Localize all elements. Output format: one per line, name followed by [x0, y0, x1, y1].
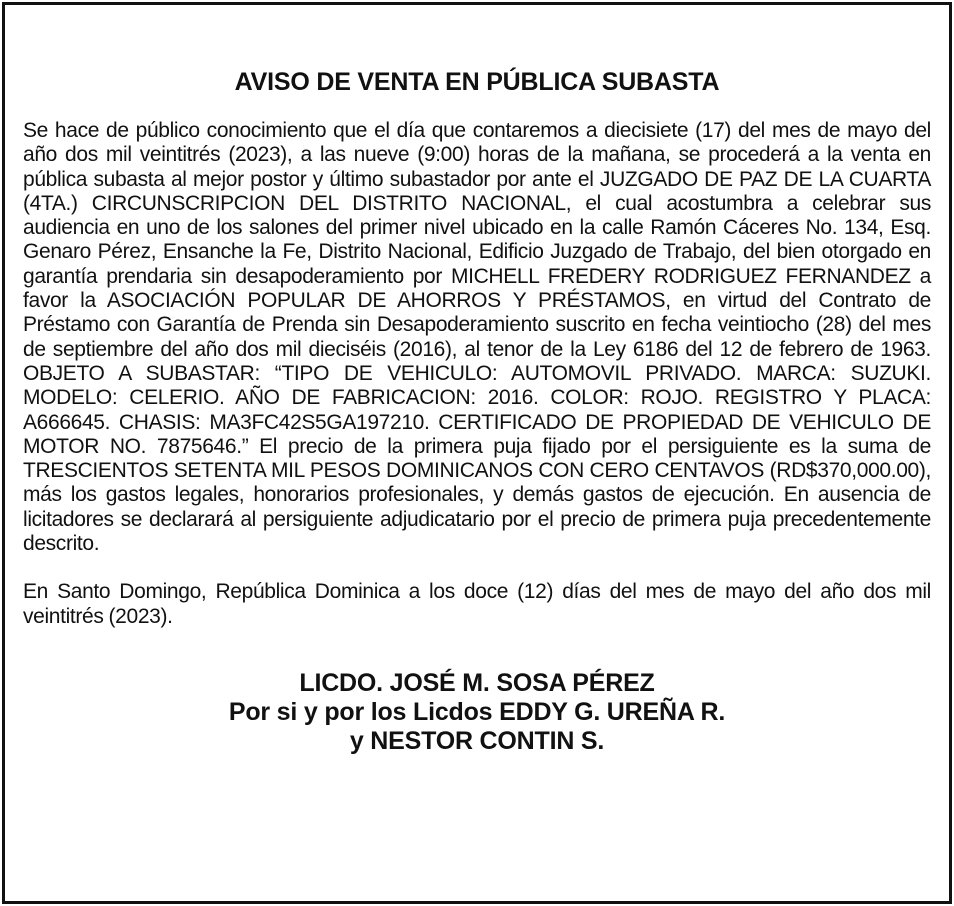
- signature-name: LICDO. JOSÉ M. SOSA PÉREZ: [299, 668, 655, 697]
- signature-additional: y NESTOR CONTIN S.: [349, 726, 605, 755]
- notice-content: [23, 67, 931, 756]
- notice-title: AVISO DE VENTA EN PÚBLICA SUBASTA: [234, 68, 720, 96]
- notice-body: Se hace de público conocimiento que el día que contaremos a diecisiete (17) del mes de mayo del año dos mil veintitrés (2023), a las nueve (9:00) horas de la mañana, se procederá a la venta en pública subasta al mejor postor y último subastador por ante el JUZGADO DE PAZ DE LA CUARTA (4TA.) CIRCUNSCRIPCION DEL DISTRITO NACIONAL, el cual acostumbra a celebrar sus audiencia en uno de los salones del primer nivel ubicado en la calle Ramón Cáceres No. 134, Esq. Genaro Pérez, Ensanche la Fe, Distrito Nacional, Edificio Juzgado de Trabajo, del bien otorgado en garantía prendaria sin desapoderamiento por MICHELL FREDERY RODRIGUEZ FERNANDEZ a favor la ASOCIACIÓN POPULAR DE AHORROS Y PRÉSTAMOS, en virtud del Contrato de Préstamo con Garantía de Prenda sin Desapoderamiento suscrito en fecha veintiocho (28) del mes de septiembre del año dos mil dieciséis (2016), al tenor de la Ley 6186 del 12 de febrero de 1963. OBJETO A SUBASTAR: “TIPO DE VEHICULO: AUTOMOVIL PRIVADO. MARCA: SUZUKI. MODELO: CELERIO. AÑO DE FABRICACION: 2016. COLOR: ROJO. REGISTRO Y PLACA: A666645. CHASIS: MA3FC42S5GA197210. CERTIFICADO DE PROPIEDAD DE VEHICULO DE MOTOR NO. 7875646.” El precio de la primera puja fijado por el persiguiente es la suma de TRESCIENTOS SETENTA MIL PESOS DOMINICANOS CON CERO CENTAVOS (RD$370,000.00), más los gastos legales, honorarios profesionales, y demás gastos de ejecución. En ausencia de licitadores se declarará al persiguiente adjudicatario por el precio de primera puja precedentemente descrito.: [23, 119, 931, 556]
- signature-block: [23, 669, 931, 756]
- notice-closing: En Santo Domingo, República Dominica a los doce (12) días del mes de mayo del año dos mil veintitrés (2023).: [23, 580, 931, 628]
- notice-frame: [2, 2, 952, 904]
- signature-representation: Por si y por los Licdos EDDY G. UREÑA R.: [228, 697, 726, 726]
